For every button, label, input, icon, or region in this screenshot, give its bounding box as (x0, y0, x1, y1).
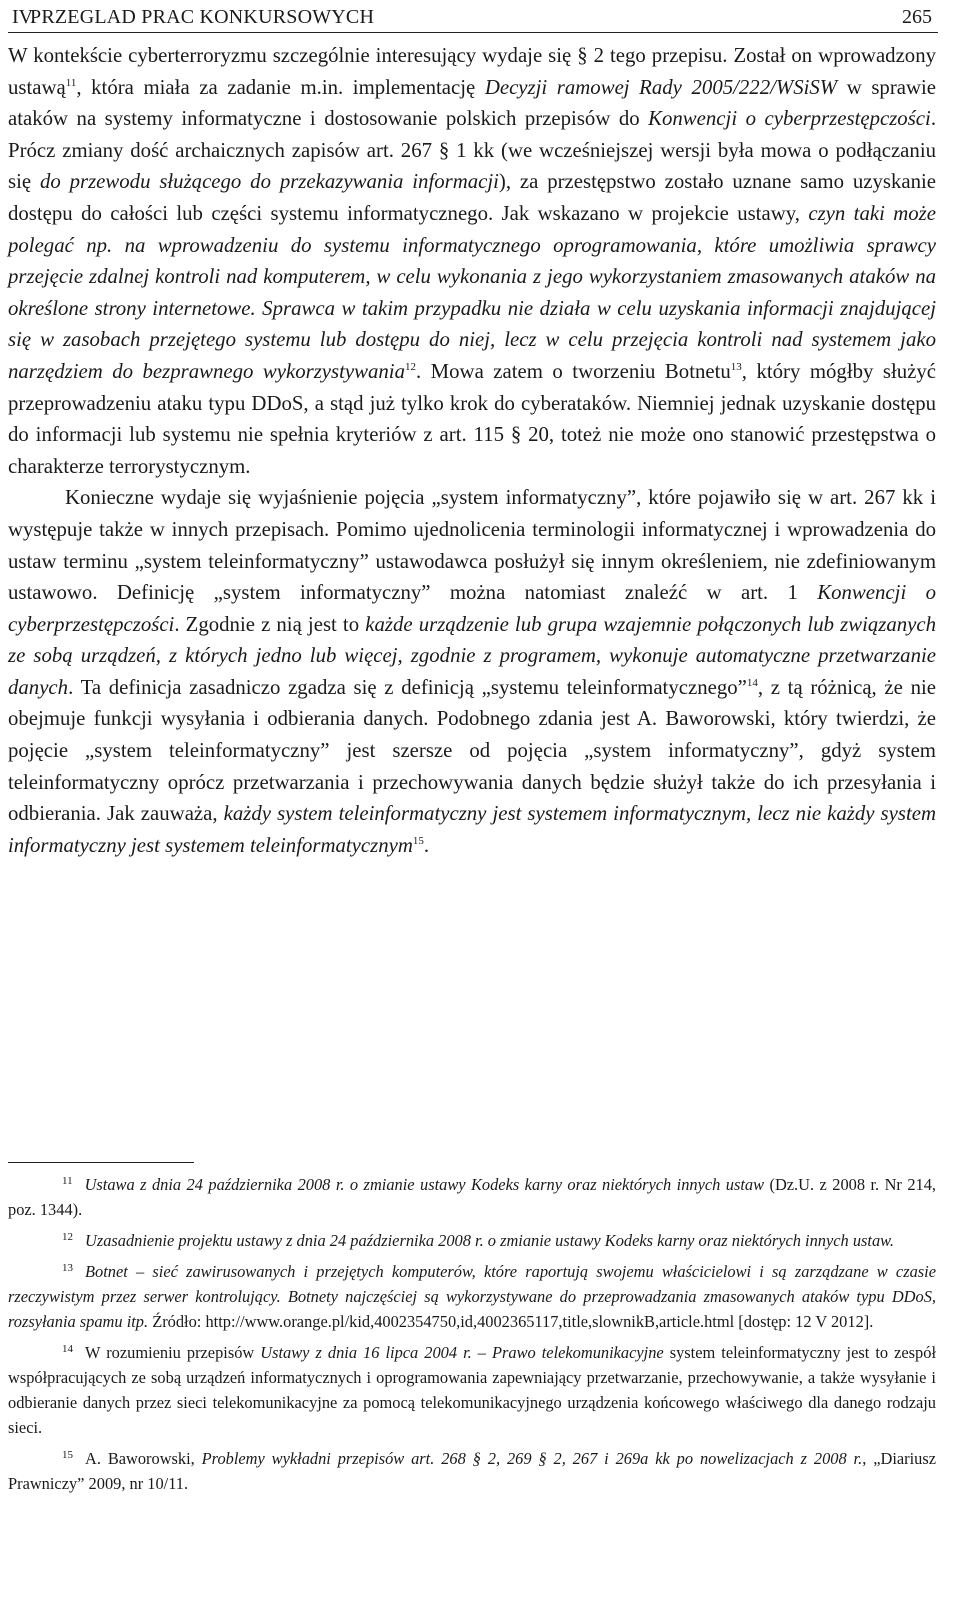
section-number: IV. (12, 6, 36, 28)
running-header (8, 2, 938, 33)
italic-span: Ustawy z dnia 16 lipca 2004 r. – Prawo telekomunikacyjne (260, 1343, 664, 1362)
footnote (8, 1228, 936, 1253)
text-span: system teleinformatyczny jest to zespół współpracujących ze sobą urządzeń informatycznych i oprogramowania zapewniający przetwarzanie, przechowywanie, a także wysyłanie i odbieranie danych przez sieci telekomunikacyjne za pomocą telekomunikacyjnego urządzenia końcowego właściwego dla danego rodzaju sieci. (8, 1343, 936, 1437)
italic-span: czyn taki może polegać np. na wprowadzeniu do systemu informatycznego oprogramowania, które umożliwia sprawcy przejęcie zdalnej kontroli nad komputerem, w celu wykonania z jego wykorzystaniem zmasowanych ataków na określone strony internetowe. Sprawca w takim przypadku nie działa w celu uzyskania informacji znajdującej się w zasobach przejętego systemu lub dostępu do niej, lecz w celu przejęcia kontroli nad systemem jako narzędziem do bezprawnego wykorzystywania (8, 201, 936, 383)
italic-span: Decyzji ramowej Rady 2005/222/WSiSW (484, 75, 838, 99)
text-span: ), za przestępstwo zostało uznane samo uzyskanie dostępu do całości lub części systemu informatycznego. Jak wskazano w projekcie ustawy, (8, 170, 936, 225)
text-span: , „Diariusz Prawniczy” 2009, nr 10/11. (8, 1449, 937, 1493)
text-span: . Prócz zmiany dość archaicznych zapisów art. 267 § 1 kk (we wcześniejszej wersji była mowa o podłączaniu się (8, 107, 937, 194)
text-span: w sprawie ataków na systemy informatyczne i dostosowanie polskich przepisów do (8, 75, 936, 131)
footnote (8, 1259, 936, 1334)
main-text (8, 40, 936, 861)
paragraph (8, 40, 936, 482)
italic-span: każdy system teleinformatyczny jest systemem informatycznym, lecz nie każdy system informatyczny jest systemem teleinformatycznym (8, 802, 937, 857)
italic-span: do przewodu służącego do przekazywania informacji (39, 170, 499, 194)
text-span: . (423, 833, 430, 857)
footnotes (8, 1172, 936, 1502)
footnote-number: 15 (62, 1448, 73, 1461)
italic-span: każde urządzenie lub grupa wzajemnie połączonych lub związanych ze sobą urządzeń, z których jedno lub więcej, zgodnie z programem, wykonuje automatyczne przetwarzanie danych (8, 612, 936, 699)
text-span: W rozumieniu przepisów (85, 1343, 261, 1362)
footnote-ref: 12 (404, 361, 416, 374)
text-span: Konieczne wydaje się wyjaśnienie pojęcia „system informatyczny”, które pojawiło się w art. 267 kk i występuje także w innych przepisach. Pomimo ujednolicenia terminologii informatycznej i wprowadzenia do ustaw terminu „system teleinformatyczny” ustawodawca posłużył się innym określeniem, nie zdefiniowanym ustawowo. Definicję „system informatyczny” można natomiast znaleźć w art. 1 (8, 486, 936, 605)
italic-span: Konwencji o cyberprzestępczości (648, 107, 931, 131)
text-span: . Zgodnie z nią jest to (174, 612, 366, 636)
page-number: 265 (902, 6, 932, 28)
text-span: , która miała za zadanie m.in. implementację (76, 75, 485, 99)
section-title: PRZEGLAD PRAC KONKURSOWYCH (30, 6, 375, 28)
footnote-number: 11 (62, 1174, 73, 1187)
paragraph (8, 482, 936, 861)
footnote-ref: 11 (65, 76, 77, 89)
footnote-number: 12 (62, 1230, 73, 1243)
italic-span: Konwencji o cyberprzestępczości (8, 581, 936, 636)
text-span: . Mowa zatem o tworzeniu Botnetu (415, 359, 731, 383)
text-span: W kontekście cyberterroryzmu szczególnie interesujący wydaje się § 2 tego przepisu. Został on wprowadzony ustawą (8, 44, 936, 99)
footnote (8, 1172, 936, 1222)
text-span: (Dz.U. z 2008 r. Nr 214, poz. 1344). (8, 1175, 937, 1219)
text-span: A. Baworowski, (85, 1449, 202, 1468)
footnote (8, 1340, 936, 1440)
footnote-ref: 14 (746, 676, 758, 689)
italic-span: Botnet – sieć zawirusowanych i przejętych komputerów, które raportują swojemu właścicielowi i są zarządzane w czasie rzeczywistym przez serwer kontrolujący. Botnety najczęściej są wykorzystywane do przeprowadzania zmasowanych ataków typu DDoS, rozsyłania spamu itp. (8, 1262, 936, 1331)
footnote-number: 13 (62, 1261, 73, 1274)
footnote (8, 1446, 936, 1496)
italic-span: Problemy wykładni przepisów art. 268 § 2, 269 § 2, 267 i 269a kk po nowelizacjach z 2008 r. (201, 1449, 863, 1468)
footnote-number: 14 (62, 1342, 73, 1355)
footnote-separator (8, 1162, 194, 1163)
text-span: Źródło: http://www.orange.pl/kid,4002354750,id,4002365117,title,slownikB,article.html [dostęp: 12 V 2012]. (148, 1312, 874, 1331)
text-span: , z tą różnicą, że nie obejmuje funkcji wysyłania i odbierania danych. Podobnego zdania jest A. Baworowski, który twierdzi, że pojęcie „system teleinformatyczny” jest szersze od pojęcia „system informatyczny”, gdyż system teleinformatyczny oprócz przetwarzania i przechowywania danych będzie służył także do ich przesyłania i odbierania. Jak zauważa, (8, 675, 936, 826)
footnote-ref: 13 (730, 361, 742, 374)
text-span: , który mógłby służyć przeprowadzeniu ataku typu DDoS, a stąd już tylko krok do cyberataków. Niemniej jednak uzyskanie dostępu do informacji lub systemu nie spełnia kryteriów z art. 115 § 20, toteż nie może ono stanowić przestępstwa o charakterze terrorystycznym. (8, 359, 936, 478)
footnote-ref: 15 (412, 834, 424, 847)
italic-span: Ustawa z dnia 24 października 2008 r. o zmianie ustawy Kodeks karny oraz niektórych innych ustaw (84, 1175, 765, 1194)
text-span: . Ta definicja zasadniczo zgadza się z definicją „systemu teleinformatycznego” (68, 675, 747, 699)
italic-span: Uzasadnienie projektu ustawy z dnia 24 października 2008 r. o zmianie ustawy Kodeks karny oraz niektórych innych ustaw. (85, 1231, 894, 1250)
